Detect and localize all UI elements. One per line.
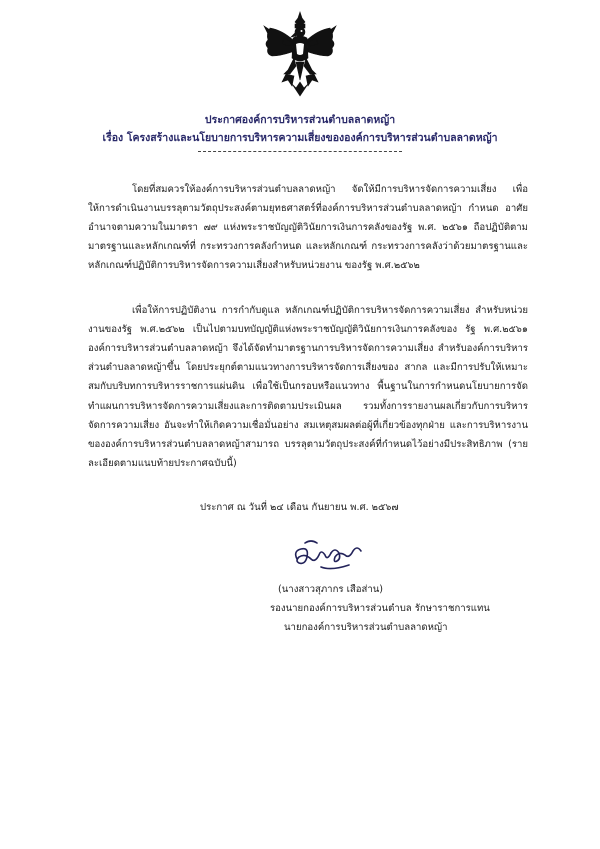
body-paragraph-2: เพื่อให้การปฏิบัติงาน การกำกับดูแล หลักเกณฑ์ปฏิบัติการบริหารจัดการความเสี่ยง สำหรับหน่วยงานของรัฐ พ.ศ.๒๕๖๒ เป็นไปตามบทบัญญัติแห่งพระราชบัญญัติวินัยการเงินการคลังของ รัฐ พ.ศ.๒๕๖๑ องค์การบริหารส่วนตำบลลาดหญ้า จึงได้จัดทำมาตรฐานการบริหารจัดการความเสี่ยง สำหรับองค์การบริหารส่วนตำบลลาดหญ้าขึ้น โดยประยุกต์ตามแนวทางการบริหารจัดการเสี่ยงของ สากล และมีการปรับให้เหมาะสมกับบริบทการบริหารราชการแผ่นดิน เพื่อใช้เป็นกรอบหรือแนวทาง พื้นฐานในการกำหนดนโยบายการจัดทำแผนการบริหารจัดการความเสี่ยงและการติดตามประเมินผล รวมทั้งการรายงานผลเกี่ยวกับการบริหารจัดการความเสี่ยง อันจะทำให้เกิดความเชื่อมั่นอย่าง สมเหตุสมผลต่อผู้ที่เกี่ยวข้องทุกฝ่าย และการบริหารงานขององค์การบริหารส่วนตำบลลาดหญ้าสามารถ บรรลุตามวัตถุประสงค์ที่กำหนดไว้อย่างมีประสิทธิภาพ (รายละเอียดตามแนบท้ายประกาศฉบับนี้) xyxy=(88,304,528,470)
document-title: ประกาศองค์การบริหารส่วนตำบลลาดหญ้า xyxy=(204,114,396,126)
garuda-emblem-icon xyxy=(262,10,338,98)
body-paragraph-1: โดยที่สมควรให้องค์การบริหารส่วนตำบลลาดหญ้า จัดให้มีการบริหารจัดการความเสี่ยง เพื่อให้การดำเนินงานบรรลุตามวัตถุประสงค์ตามยุทธศาสตร์ที่องค์การบริหารส่วนตำบลลาดหญ้า กำหนด อาศัยอำนาจตามความในมาตรา ๗๙ แห่งพระราชบัญญัติวินัยการเงินการคลังของรัฐ พ.ศ. ๒๕๖๑ ถือปฏิบัติตามมาตรฐานและหลักเกณฑ์ที่ กระทรวงการคลังกำหนด และหลักเกณฑ์ กระทรวงการคลังว่าด้วยมาตรฐานและหลักเกณฑ์ปฏิบัติการบริหารจัดการความเสี่ยงสำหรับหน่วยงาน ของรัฐ พ.ศ.๒๕๖๒ xyxy=(88,183,528,272)
signatory-position-2: นายกองค์การบริหารส่วนตำบลลาดหญ้า xyxy=(284,622,448,633)
handwritten-signature-icon xyxy=(291,537,365,573)
announcement-date: ประกาศ ณ วันที่ ๒๔ เดือน กันยายน พ.ศ. ๒๕๖๗ xyxy=(200,502,399,513)
title-divider xyxy=(198,151,402,152)
signature-block xyxy=(270,580,510,637)
document-subject: เรื่อง โครงสร้างและนโยบายการบริหารความเสี่ยงขององค์การบริหารส่วนตำบลลาดหญ้า xyxy=(102,132,498,144)
signatory-position-1: รองนายกองค์การบริหารส่วนตำบล รักษาราชการแทน xyxy=(270,603,490,614)
signatory-name: (นางสาวสุภากร เสือส่าน) xyxy=(278,584,384,595)
